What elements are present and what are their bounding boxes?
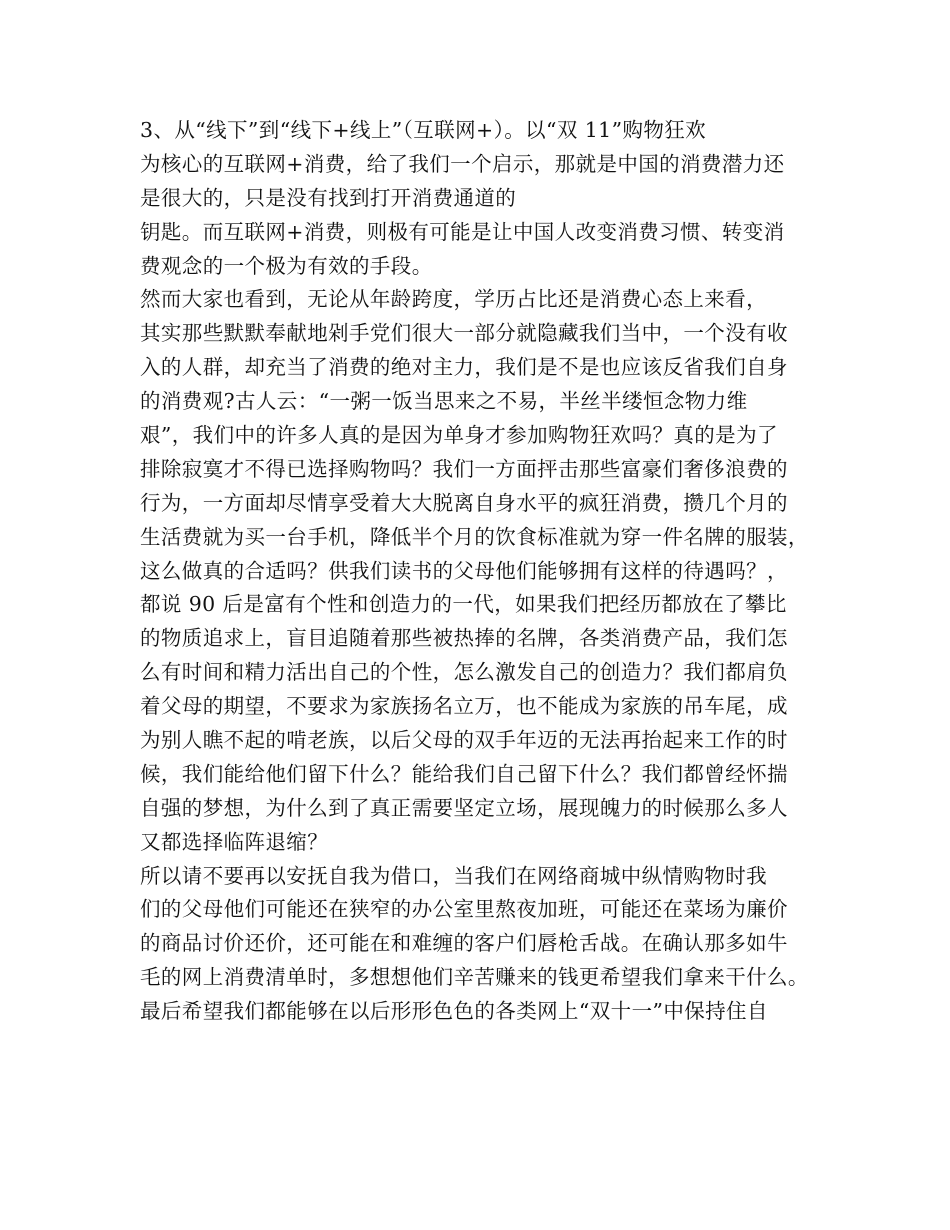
text-line: 钥匙。而互联网+消费，则极有可能是让中国人改变消费习惯、转变消 — [140, 219, 785, 244]
text-line: 们的父母他们可能还在狭窄的办公室里熬夜加班，可能还在菜场为廉价 — [140, 897, 788, 922]
text-line: 最后希望我们都能够在以后形形色色的各类网上“双十一”中保持住自 — [140, 999, 768, 1024]
text-line: 是很大的，只是没有找到打开消费通道的 — [140, 185, 517, 210]
text-line: 入的人群，却充当了消费的绝对主力，我们是不是也应该反省我们自身 — [140, 355, 788, 380]
text-line: 然而大家也看到，无论从年龄跨度，学历占比还是消费心态上来看， — [140, 287, 767, 312]
text-line: 的物质追求上，盲目追随着那些被热捧的名牌，各类消费产品，我们怎 — [140, 626, 788, 651]
text-line: 么有时间和精力活出自己的个性，怎么激发自己的创造力？我们都肩负 — [140, 660, 788, 685]
text-line: 着父母的期望，不要求为家族扬名立万，也不能成为家族的吊车尾，成 — [140, 694, 788, 719]
text-line: 行为，一方面却尽情享受着大大脱离自身水平的疯狂消费，攒几个月的 — [140, 490, 788, 515]
text-line: 其实那些默默奉献地剁手党们很大一部分就隐藏我们当中，一个没有收 — [140, 321, 788, 346]
text-line: 的消费观?古人云：“一粥一饭当思来之不易，半丝半缕恒念物力维 — [140, 389, 748, 414]
text-line: 这么做真的合适吗？供我们读书的父母他们能够拥有这样的待遇吗？， — [140, 558, 788, 583]
text-line: 的商品讨价还价，还可能在和难缠的客户们唇枪舌战。在确认那多如牛 — [140, 931, 788, 956]
text-line: 排除寂寞才不得已选择购物吗？我们一方面抨击那些富豪们奢侈浪费的 — [140, 456, 788, 481]
body-text — [140, 114, 830, 1029]
text-line: 毛的网上消费清单时，多想想他们辛苦赚来的钱更希望我们拿来干什么。 — [140, 965, 809, 990]
text-line: 为核心的互联网+消费，给了我们一个启示，那就是中国的消费潜力还 — [140, 151, 785, 176]
text-line: 又都选择临阵退缩？ — [140, 829, 329, 854]
text-line: 自强的梦想，为什么到了真正需要坚定立场，展现魄力的时候那么多人 — [140, 795, 788, 820]
text-line: 都说 90 后是富有个性和创造力的一代，如果我们把经历都放在了攀比 — [140, 592, 787, 617]
text-line: 所以请不要再以安抚自我为借口，当我们在网络商城中纵情购物时我 — [140, 863, 767, 888]
text-line: 生活费就为买一台手机，降低半个月的饮食标准就为穿一件名牌的服装， — [140, 524, 809, 549]
text-line: 3、从“线下”到“线下+线上”（互联网+）。以“双 11”购物狂欢 — [140, 118, 707, 142]
text-line: 为别人瞧不起的啃老族，以后父母的双手年迈的无法再抬起来工作的时 — [140, 728, 788, 753]
text-line: 费观念的一个极为有效的手段。 — [140, 253, 433, 278]
text-line: 艰”，我们中的许多人真的是因为单身才参加购物狂欢吗？真的是为了 — [140, 423, 778, 448]
text-line: 候，我们能给他们留下什么？能给我们自己留下什么？我们都曾经怀揣 — [140, 761, 788, 786]
